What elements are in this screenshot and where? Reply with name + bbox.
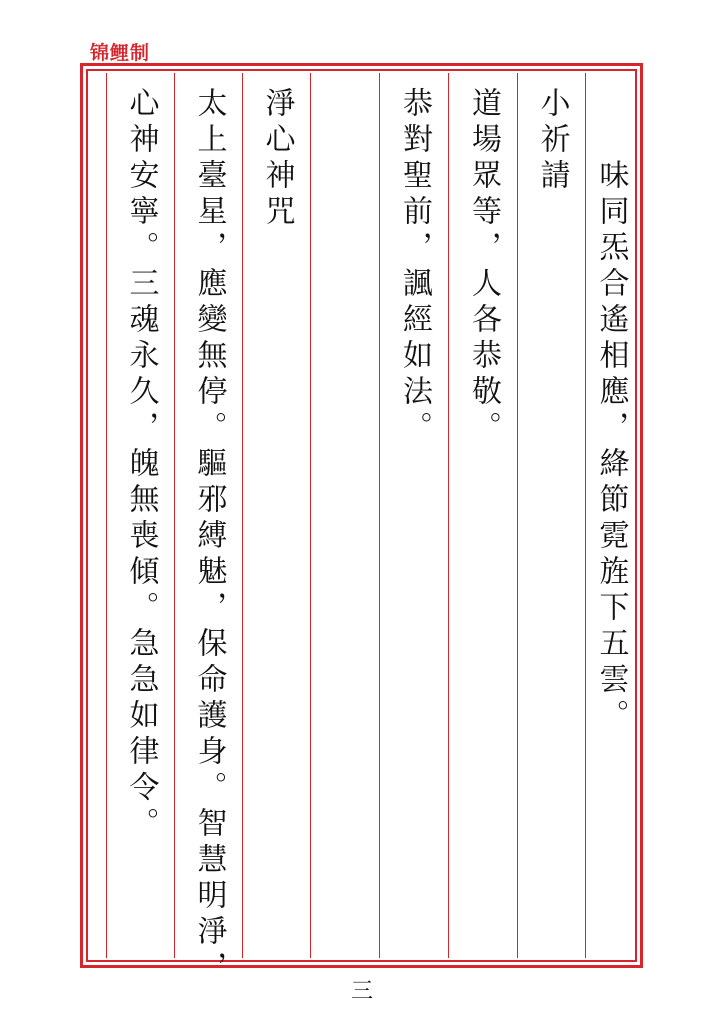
opening-verse: 味同炁合遙相應，絳節霓旌下五雲。 [593, 87, 629, 735]
scripture-grid [88, 73, 635, 987]
incantation-line-1: 太上臺星，應變無停。驅邪縛魅，保命護身。智慧明淨， [191, 87, 227, 987]
verse-line-daochang: 道場眾等，人各恭敬。 [466, 87, 501, 447]
publisher-mark: 锦鲤制 [90, 42, 151, 64]
scripture-column-verse-1 [449, 73, 518, 958]
incantation-line-2: 心神安寧。三魂永久，魄無喪傾。急急如律令。 [123, 87, 159, 843]
section-title-jingxin: 淨心神咒 [259, 87, 295, 231]
scripture-column-incantation-start [175, 73, 243, 987]
scripture-column-heading [518, 73, 586, 958]
scripture-column-title [243, 73, 311, 958]
section-title-xiaoqiqing: 小祈請 [534, 87, 570, 195]
verse-line-gongdui: 恭對聖前，諷經如法。 [397, 87, 432, 447]
scripture-column-incantation-end [107, 73, 175, 958]
scripture-column-margin [88, 73, 107, 958]
page-number: 三 [350, 979, 373, 1004]
scripture-column-blank [311, 73, 380, 958]
scripture-column-opening [586, 73, 635, 958]
scripture-column-verse-2 [380, 73, 449, 958]
